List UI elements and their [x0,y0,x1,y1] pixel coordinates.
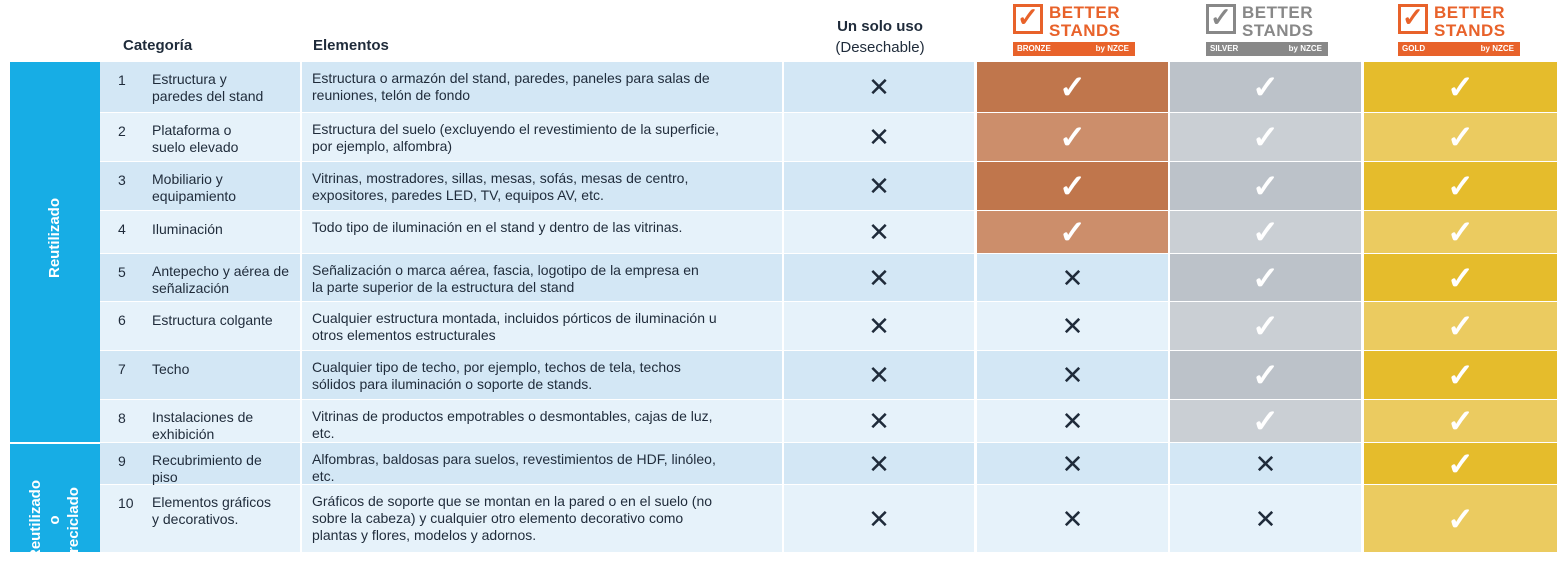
group-label-reutilizado: Reutilizado [46,198,63,279]
check-icon: ✓ [1447,214,1474,250]
elements-line: Cualquier estructura montada, incluidos pórticos de iluminación u [312,310,717,326]
mark-cell [784,162,974,210]
check-icon: ✓ [1059,214,1086,250]
logo-level: SILVER [1210,44,1239,53]
cross-icon: ✕ [1254,503,1277,534]
mark-cell [1170,62,1361,112]
check-icon: ✓ [1252,308,1279,344]
logo-by: by NZCE [1095,44,1129,53]
elements-line: plantas y flores, modelos y adornos. [312,527,537,543]
elements-line: etc. [312,425,335,441]
row-category [152,221,223,238]
mark-cell [1170,351,1361,399]
row-category [152,171,236,205]
mark-cell [1364,211,1557,253]
mark-cell [1364,162,1557,210]
logo-band [1013,42,1135,56]
logo-word-2: STANDS [1242,21,1314,40]
table-row-category-cell [100,351,300,399]
mark-cell [1364,62,1557,112]
category-line: piso [152,469,178,485]
elements-line: Gráficos de soporte que se montan en la pared o en el suelo (no [312,493,713,509]
logo-level: GOLD [1402,44,1426,53]
mark-cell [977,400,1168,442]
check-icon: ✓ [1252,119,1279,155]
check-icon: ✓ [1447,119,1474,155]
category-line: suelo elevado [152,139,239,155]
row-number: 9 [118,453,126,469]
check-mark-icon: ✓ [1017,2,1039,32]
mark-cell [784,211,974,253]
logo-word-2: STANDS [1049,21,1121,40]
logo-gold [1398,4,1520,56]
cross-icon: ✕ [868,171,890,201]
header-elements: Elementos [313,37,389,54]
mark-cell [1364,400,1557,442]
check-icon: ✓ [1447,308,1474,344]
elements-line: otros elementos estructurales [312,327,496,343]
mark-cell [977,211,1168,253]
category-line: Instalaciones de [152,409,254,425]
mark-cell [784,351,974,399]
row-elements [312,262,699,296]
mark-cell [1170,302,1361,350]
check-icon: ✓ [1447,403,1474,439]
logo-bronze [1013,4,1135,56]
mark-cell [1170,113,1361,161]
cross-icon: ✕ [868,262,890,293]
check-icon: ✓ [1447,445,1474,482]
logo-by: by NZCE [1288,44,1322,53]
logo-word-1: BETTER [1049,3,1120,22]
check-icon: ✓ [1252,357,1279,393]
cross-icon: ✕ [868,360,890,390]
category-line: Recubrimiento de [152,452,262,468]
cross-icon: ✕ [1061,262,1084,293]
check-icon: ✓ [1252,69,1279,105]
row-elements [312,408,713,442]
mark-cell [977,443,1168,484]
cross-icon: ✕ [1061,311,1084,341]
mark-cell [977,254,1168,301]
row-elements [312,170,688,204]
elements-line: Vitrinas de productos empotrables o desmontables, cajas de luz, [312,408,713,424]
mark-cell [784,302,974,350]
elements-line: reuniones, telón de fondo [312,87,471,103]
check-icon: ✓ [1252,214,1279,250]
row-category [152,452,262,486]
mark-cell [1170,254,1361,301]
cross-icon: ✕ [868,503,890,534]
cross-icon: ✕ [1061,503,1084,534]
mark-cell [977,62,1168,112]
check-icon: ✓ [1059,119,1086,155]
row-category [152,71,263,105]
mark-cell [1364,302,1557,350]
logo-silver [1206,4,1328,56]
check-icon: ✓ [1447,69,1474,105]
row-category [152,494,271,528]
category-line: Antepecho y aérea de [152,263,289,279]
elements-line: Cualquier tipo de techo, por ejemplo, techos de tela, techos [312,359,681,375]
elements-line: Alfombras, baldosas para suelos, revestimientos de HDF, linóleo, [312,451,716,467]
logo-word-2: STANDS [1434,21,1506,40]
row-category [152,122,238,156]
mark-cell [784,400,974,442]
check-icon: ✓ [1447,259,1474,296]
elements-line: Estructura o armazón del stand, paredes, paneles para salas de [312,70,710,86]
logo-band [1398,42,1520,56]
cross-icon: ✕ [1254,448,1277,479]
elements-line: la parte superior de la estructura del stand [312,279,575,295]
category-line: Iluminación [152,221,223,237]
category-line: equipamiento [152,188,237,204]
header-category: Categoría [123,37,193,54]
elements-line: Vitrinas, mostradores, sillas, mesas, sofás, mesas de centro, [312,170,689,186]
cross-icon: ✕ [1061,360,1084,390]
logo-level: BRONZE [1017,44,1051,53]
cross-icon: ✕ [868,72,890,102]
check-icon: ✓ [1252,168,1279,204]
cross-icon: ✕ [1061,406,1084,436]
mark-cell [977,351,1168,399]
mark-cell [784,443,974,484]
row-number: 7 [118,361,126,377]
mark-cell [1364,254,1557,301]
mark-cell [977,485,1168,552]
check-mark-icon: ✓ [1210,2,1232,32]
mark-cell [1170,400,1361,442]
elements-line: etc. [312,468,335,484]
logo-by: by NZCE [1480,44,1514,53]
logo-band [1206,42,1328,56]
row-number: 3 [118,172,126,188]
check-icon: ✓ [1252,259,1279,296]
category-line: Estructura colgante [152,312,273,328]
group-label-line: o [46,515,63,525]
check-icon: ✓ [1447,168,1474,204]
mark-cell [1170,162,1361,210]
cross-icon: ✕ [868,217,890,247]
check-icon: ✓ [1447,500,1474,537]
mark-cell [784,113,974,161]
mark-cell [784,485,974,552]
category-line: Techo [152,361,190,377]
cross-icon: ✕ [1061,448,1084,479]
logo-word-1: BETTER [1242,3,1313,22]
cross-icon: ✕ [868,122,890,152]
group-label-reutilizado-reciclado [0,480,111,561]
row-number: 8 [118,410,126,426]
mark-cell [1364,485,1557,552]
row-elements [312,310,717,344]
elements-line: Estructura del suelo (excluyendo el revestimiento de la superficie, [312,121,719,137]
row-elements [312,219,682,236]
check-icon: ✓ [1059,69,1086,105]
mark-cell [1364,443,1557,484]
cross-icon: ✕ [868,311,890,341]
row-elements [312,70,710,104]
elements-line: Señalización o marca aérea, fascia, logotipo de la empresa en [312,262,699,278]
elements-line: sobre la cabeza) y cualquier otro elemento decorativo como [312,510,684,526]
row-category [152,409,253,443]
row-category [152,263,289,297]
mark-cell [784,62,974,112]
cross-icon: ✕ [868,448,890,479]
row-number: 1 [118,72,126,88]
check-icon: ✓ [1447,357,1474,393]
header-single-use: Un solo uso [837,18,923,35]
category-line: Mobiliario y [152,171,223,187]
check-mark-icon: ✓ [1402,2,1424,32]
row-elements [312,121,719,155]
elements-line: expositores, paredes LED, TV, equipos AV, etc. [312,187,604,203]
check-icon: ✓ [1059,168,1086,204]
row-number: 5 [118,264,126,280]
elements-line: Todo tipo de iluminación en el stand y dentro de las vitrinas. [312,219,683,235]
row-elements [312,359,681,393]
check-icon: ✓ [1252,403,1279,439]
row-elements [312,451,716,485]
mark-cell [784,254,974,301]
group-label-line: Reutilizado [27,480,44,561]
cross-icon: ✕ [868,406,890,436]
mark-cell [977,162,1168,210]
category-line: y decorativos. [152,511,239,527]
group-label-line: reciclado [65,487,82,553]
row-number: 4 [118,221,126,237]
mark-cell [1364,113,1557,161]
elements-line: por ejemplo, alfombra) [312,138,453,154]
category-line: Estructura y [152,71,227,87]
row-number: 6 [118,312,126,328]
row-category [152,312,273,329]
category-line: paredes del stand [152,88,264,104]
elements-line: sólidos para iluminación o soporte de stands. [312,376,593,392]
header-single-use-sub: (Desechable) [835,39,925,56]
mark-cell [1170,485,1361,552]
mark-cell [977,113,1168,161]
category-line: señalización [152,280,230,296]
mark-cell [1364,351,1557,399]
row-category [152,361,189,378]
mark-cell [977,302,1168,350]
category-line: Plataforma o [152,122,232,138]
row-number: 10 [118,495,134,511]
row-elements [312,493,712,544]
logo-word-1: BETTER [1434,3,1505,22]
mark-cell [1170,443,1361,484]
category-line: Elementos gráficos [152,494,272,510]
mark-cell [1170,211,1361,253]
row-number: 2 [118,123,126,139]
category-line: exhibición [152,426,215,442]
